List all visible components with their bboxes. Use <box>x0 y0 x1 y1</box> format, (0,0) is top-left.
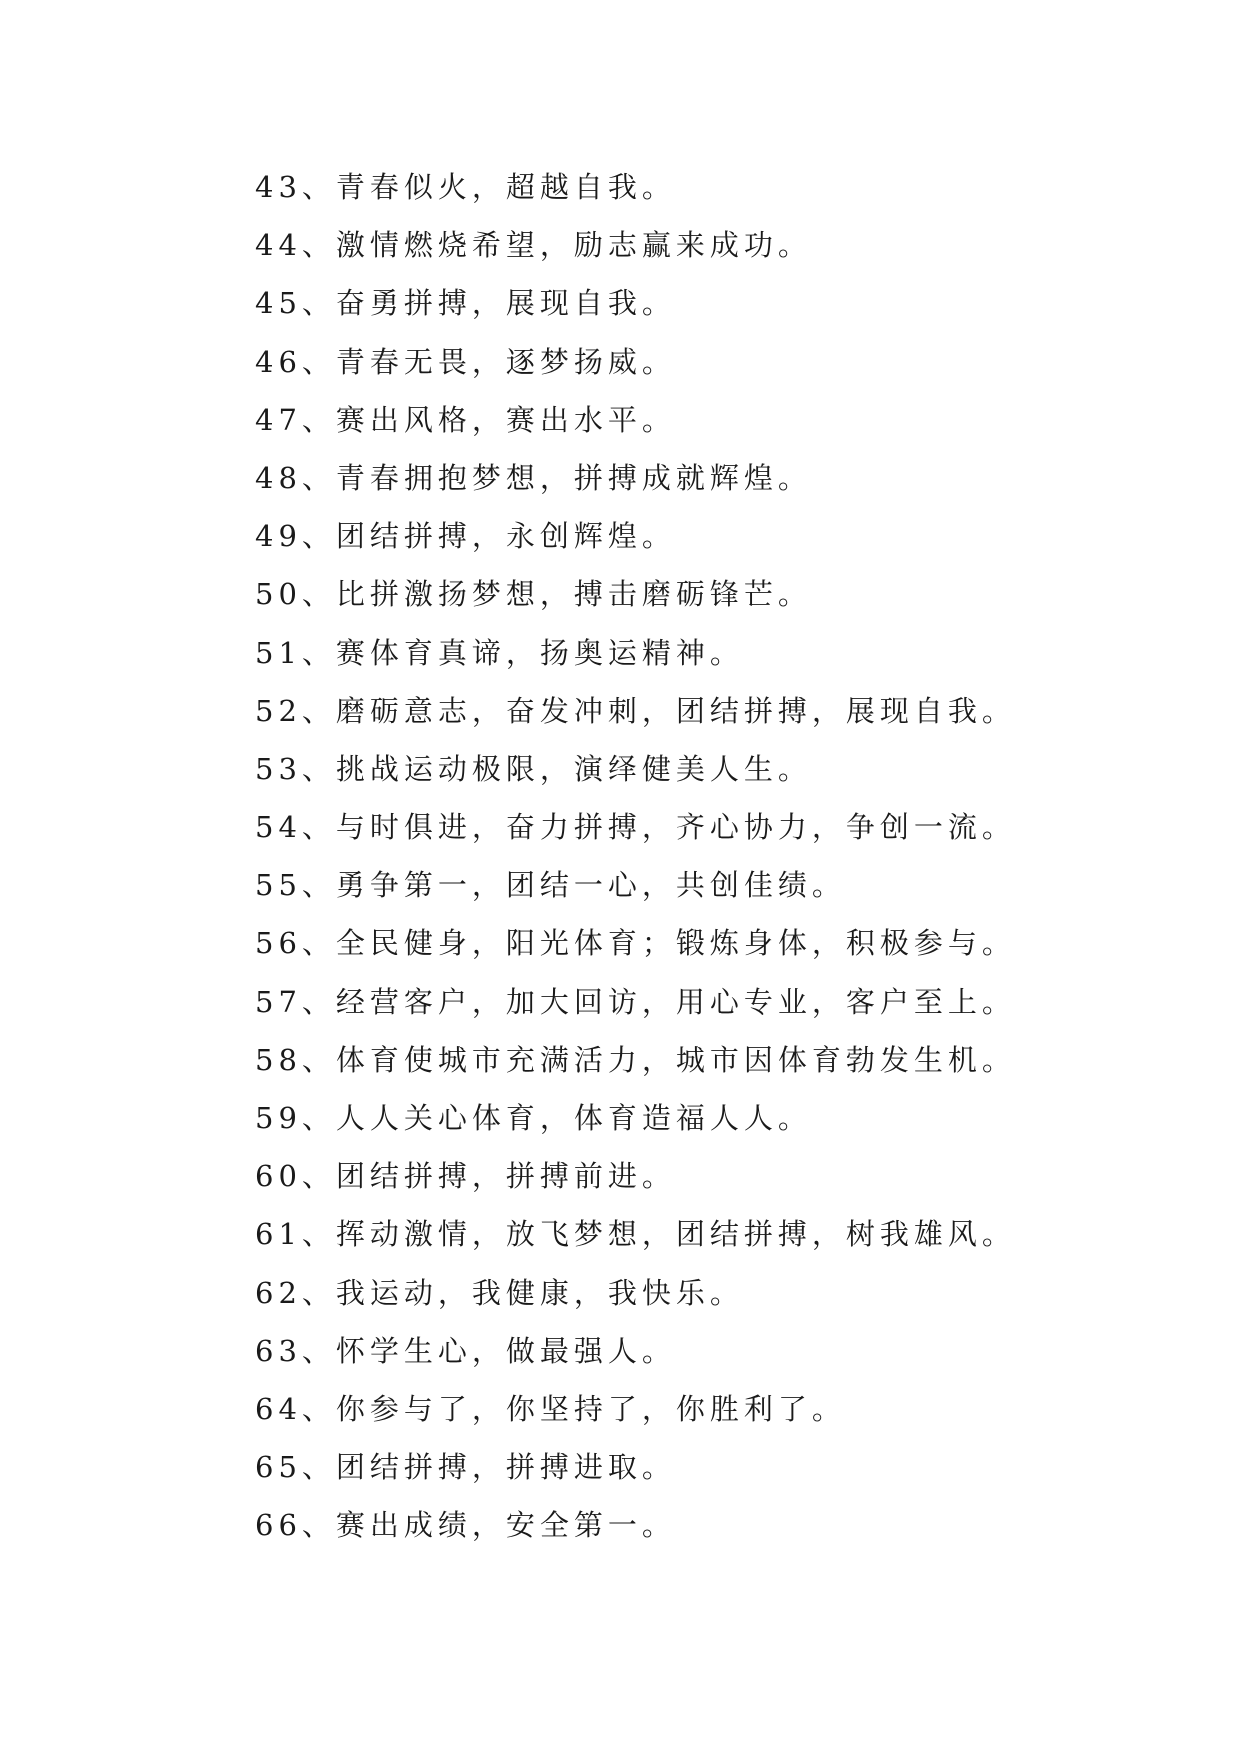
slogan-item: 46、青春无畏，逐梦扬威。 <box>255 344 676 379</box>
slogan-item: 52、磨砺意志，奋发冲刺，团结拼搏，展现自我。 <box>255 693 1016 728</box>
slogan-item: 64、你参与了，你坚持了，你胜利了。 <box>255 1391 846 1426</box>
slogan-item: 43、青春似火，超越自我。 <box>255 170 676 204</box>
slogan-item: 44、激情燃烧希望，励志赢来成功。 <box>255 228 812 263</box>
slogan-item: 55、勇争第一，团结一心，共创佳绩。 <box>255 868 846 903</box>
slogan-item: 56、全民健身，阳光体育；锻炼身体，积极参与。 <box>255 926 1016 961</box>
slogan-item: 61、挥动激情，放飞梦想，团结拼搏，树我雄风。 <box>255 1217 1016 1252</box>
slogan-item: 59、人人关心体育，体育造福人人。 <box>255 1101 812 1135</box>
slogan-item: 48、青春拥抱梦想，拼搏成就辉煌。 <box>255 460 812 495</box>
slogan-item: 49、团结拼搏，永创辉煌。 <box>255 519 676 554</box>
slogan-item: 51、赛体育真谛，扬奥运精神。 <box>255 635 744 670</box>
slogan-item: 62、我运动，我健康，我快乐。 <box>255 1275 744 1310</box>
slogan-item: 57、经营客户，加大回访，用心专业，客户至上。 <box>255 984 1016 1019</box>
slogan-item: 50、比拼激扬梦想，搏击磨砺锋芒。 <box>255 577 812 612</box>
slogan-list <box>255 158 1016 1555</box>
slogan-item: 45、奋勇拼搏，展现自我。 <box>255 286 676 321</box>
slogan-item: 58、体育使城市充满活力，城市因体育勃发生机。 <box>255 1042 1016 1077</box>
slogan-item: 47、赛出风格，赛出水平。 <box>255 402 676 437</box>
slogan-item: 65、团结拼搏，拼搏进取。 <box>255 1450 676 1485</box>
slogan-item: 63、怀学生心，做最强人。 <box>255 1333 676 1368</box>
slogan-item: 54、与时俱进，奋力拼搏，齐心协力，争创一流。 <box>255 810 1016 845</box>
slogan-item: 66、赛出成绩，安全第一。 <box>255 1508 676 1543</box>
slogan-item: 53、挑战运动极限，演绎健美人生。 <box>255 751 812 786</box>
slogan-item: 60、团结拼搏，拼搏前进。 <box>255 1159 676 1194</box>
